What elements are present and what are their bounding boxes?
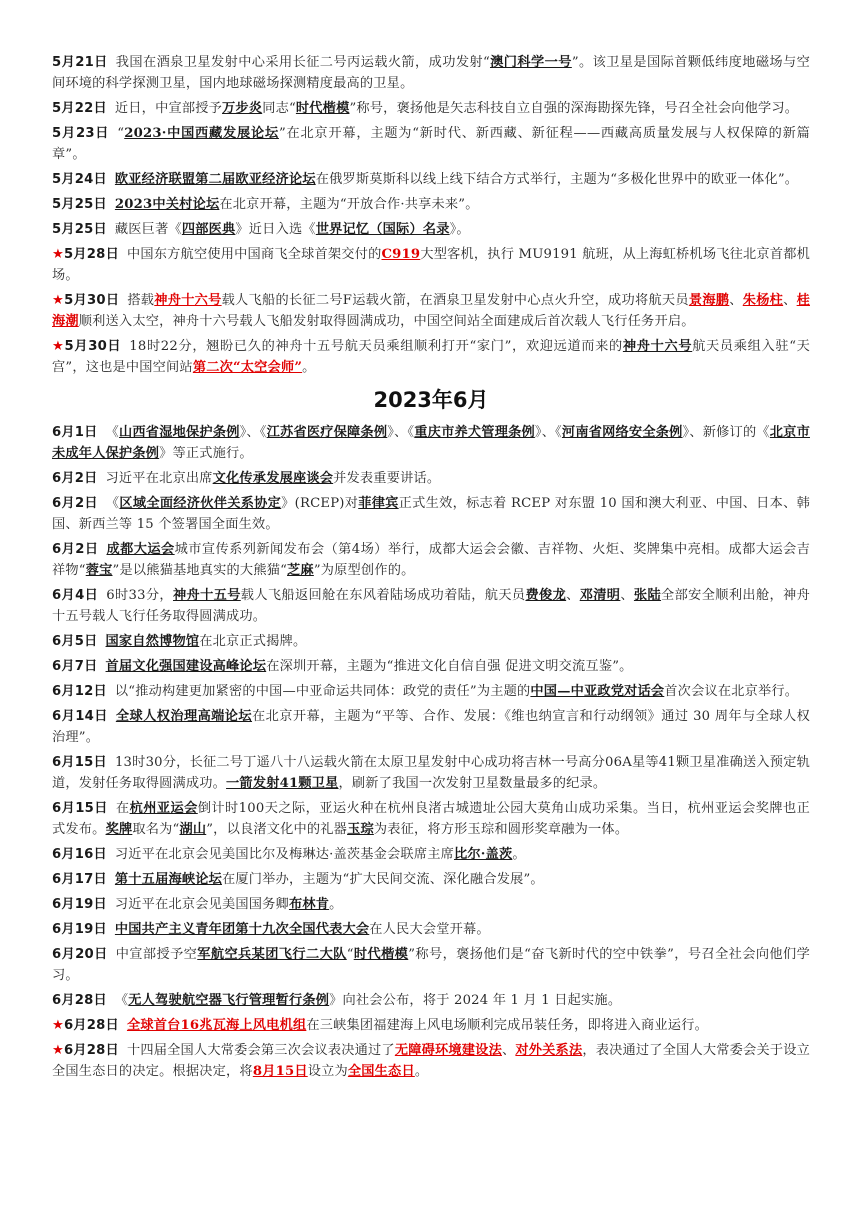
event-date: 5月23日 (52, 126, 110, 141)
june-2023-events (52, 422, 810, 1082)
event-text: 、 (729, 293, 743, 308)
keyword-text: 费俊龙 (525, 588, 567, 603)
event-text: 首次会议在北京举行。 (664, 684, 799, 699)
event-date: 5月25日 (52, 222, 107, 237)
keyword-text: 布林肯 (288, 897, 330, 912)
event-text: 。 (302, 360, 316, 375)
key-point-red-text: 神舟十六号 (154, 293, 222, 308)
event-text: 。 (329, 897, 343, 912)
event-text: 、 (620, 588, 634, 603)
keyword-text: 邓清明 (579, 588, 621, 603)
keyword-text: 军航空兵某团飞行二大队 (197, 947, 347, 962)
event-text: 习近平在北京会见美国比尔及梅琳达·盖茨基金会联席主席 (114, 847, 454, 862)
event-entry (52, 990, 810, 1011)
star-icon: ★ (52, 1043, 65, 1058)
month-heading-june: 2023年6月 (373, 388, 489, 412)
event-text: ，刷新了我国一次发射卫星数量最多的纪录。 (338, 776, 607, 791)
event-entry (52, 290, 810, 332)
event-text: 、 (783, 293, 797, 308)
key-point-red-text: 无障碍环境建设法 (394, 1043, 502, 1058)
event-text: 》。 (449, 222, 470, 237)
event-date: 5月21日 (52, 55, 108, 70)
keyword-text: 时代楷模 (353, 947, 409, 962)
event-date: 6月28日 (64, 1018, 119, 1033)
keyword-text: 世界记忆（国际）名录 (315, 222, 450, 237)
keyword-text: 杭州亚运会 (129, 801, 198, 816)
event-text: ”为原型创作的。 (313, 563, 415, 578)
keyword-text: 菲律宾 (358, 496, 399, 511)
event-text: 中宣部授予空 (115, 947, 198, 962)
event-entry (52, 539, 810, 581)
keyword-text: 蓉宝 (85, 563, 113, 578)
event-text: 》、《 (534, 425, 562, 440)
event-date: 6月2日 (52, 496, 98, 511)
event-entry (52, 123, 810, 165)
event-text: 在三峡集团福建海上风电场顺利完成吊装任务，即将进入商业运行。 (306, 1018, 708, 1033)
event-date: 5月30日 (64, 339, 122, 354)
event-date: 6月15日 (52, 801, 108, 816)
document-page (52, 52, 810, 1086)
event-text: 顺利送入太空，神舟十六号载人飞船发射取得圆满成功，中国空间站全面建成后首次载人飞行任务开启。 (78, 314, 695, 329)
event-text: “ (117, 126, 125, 141)
keyword-text: 时代楷模 (295, 101, 350, 116)
event-entry (52, 422, 810, 464)
event-text: ”，以良渚文化中的礼器 (206, 822, 348, 837)
event-text: 在厦门举办，主题为“扩大民间交流、深化融合发展”。 (222, 872, 544, 887)
event-date: 6月14日 (52, 709, 108, 724)
event-text: 载人飞船的长征二号F运载火箭，在酒泉卫星发射中心点火升空，成功将航天员 (221, 293, 689, 308)
event-text: 13时30分，长征二号丁遥八十八运载火箭在太原卫星发射中心成功将吉林一号高分06A星等41颗卫星准确送入预定轨道，发射任务取得圆满成功。 (52, 755, 810, 791)
event-text: 、 (566, 588, 580, 603)
keyword-text: 2023中关村论坛 (114, 197, 220, 212)
event-date: 5月28日 (64, 247, 119, 262)
event-text: 》、《 (239, 425, 267, 440)
may-2023-events (52, 52, 810, 378)
event-text: 在北京开幕，主题为“开放合作·共享未来”。 (219, 197, 479, 212)
event-text: “ (346, 947, 354, 962)
event-date: 6月1日 (52, 425, 98, 440)
keyword-text: 中国—中亚政党对话会 (530, 684, 665, 699)
event-date: 6月16日 (52, 847, 107, 862)
star-icon: ★ (52, 1018, 65, 1033)
event-date: 6月7日 (52, 659, 98, 674)
event-entry (52, 844, 810, 865)
event-text: 习近平在北京会见美国国务卿 (114, 897, 289, 912)
event-text: 》、新修订的《 (682, 425, 770, 440)
keyword-text: 江苏省医疗保障条例 (266, 425, 388, 440)
event-date: 6月28日 (52, 993, 107, 1008)
keyword-text: 张陆 (633, 588, 662, 603)
event-text: 为表征，将方形玉琮和圆形奖章融为一体。 (373, 822, 629, 837)
event-text: 》、《 (387, 425, 415, 440)
event-entry (52, 919, 810, 940)
event-date: 6月20日 (52, 947, 108, 962)
event-entry (52, 52, 810, 94)
event-entry (52, 798, 810, 840)
keyword-text: 奖牌 (105, 822, 133, 837)
event-entry (52, 244, 810, 286)
event-date: 6月17日 (52, 872, 107, 887)
event-text: 在人民大会堂开幕。 (369, 922, 490, 937)
event-text: ”称号，褒扬他们是“奋飞新时代的空中铁拳”，号召全社会向他们学习。 (52, 947, 810, 983)
event-text: 十四届全国人大常委会第三次会议表决通过了 (126, 1043, 395, 1058)
event-text: 18时22分，翘盼已久的神舟十五号航天员乘组顺利打开“家门”，欢迎远道而来的 (129, 339, 623, 354)
keyword-text: 芝麻 (287, 563, 314, 578)
event-entry (52, 706, 810, 748)
keyword-text: 北京市未成年人保护条例 (52, 425, 810, 461)
key-point-red-text: C919 (381, 247, 421, 262)
event-entry (52, 1015, 810, 1036)
event-text: 《 (114, 993, 129, 1008)
keyword-text: 第十五届海峡论坛 (114, 872, 223, 887)
keyword-text: 文化传承发展座谈会 (212, 471, 334, 486)
event-date: 6月15日 (52, 755, 107, 770)
key-point-red-text: 景海鹏 (688, 293, 730, 308)
event-entry (52, 336, 810, 378)
keyword-text: 河南省网络安全条例 (561, 425, 683, 440)
event-date: 6月28日 (64, 1043, 119, 1058)
keyword-text: 湖山 (179, 822, 207, 837)
event-entry (52, 1040, 810, 1082)
event-entry (52, 631, 810, 652)
event-text: 取名为“ (132, 822, 180, 837)
event-date: 5月30日 (64, 293, 120, 308)
event-text: 《 (105, 496, 120, 511)
keyword-text: 玉琮 (347, 822, 374, 837)
event-date: 6月19日 (52, 897, 107, 912)
event-date: 6月19日 (52, 922, 107, 937)
keyword-text: 澳门科学一号 (489, 55, 572, 70)
event-text: ”是以熊猫基地真实的大熊猫“ (112, 563, 288, 578)
event-text: 倒计时100天之际，亚运火种在杭州良渚古城遗址公园大莫角山成功采集。当日，杭州亚运会奖牌也正式发布。 (52, 801, 811, 837)
event-entry (52, 194, 810, 215)
event-text: 航天员乘组入驻“天宫”，这也是中国空间站 (52, 339, 810, 375)
event-date: 5月24日 (52, 172, 107, 187)
event-text: ”称号，褒扬他是矢志科技自立自强的深海勘探先锋，号召全社会向他学习。 (349, 101, 799, 116)
keyword-text: 区域全面经济伙伴关系协定 (119, 496, 282, 511)
event-text: 。 (414, 1064, 429, 1079)
event-text: 全部安全顺利出舱，神舟十五号载人飞行任务取得圆满成功。 (52, 588, 810, 624)
event-text: 》(RCEP)对 (281, 496, 359, 511)
keyword-text: 四部医典 (181, 222, 236, 237)
event-date: 6月12日 (52, 684, 107, 699)
key-point-red-text: 朱杨柱 (742, 293, 784, 308)
event-text: 在北京正式揭牌。 (199, 634, 307, 649)
keyword-text: 万步炎 (222, 101, 263, 116)
key-point-red-text: 全国生态日 (347, 1064, 415, 1079)
event-text: 6时33分， (106, 588, 173, 603)
keyword-text: 神舟十六号 (622, 339, 693, 354)
key-point-red-text: 8月15日 (252, 1064, 308, 1079)
key-point-red-text: 全球首台16兆瓦海上风电机组 (126, 1018, 307, 1033)
event-text: 藏医巨著《 (114, 222, 182, 237)
event-text: ”。该卫星是国际首颗低纬度地磁场与空间环境的科学探测卫星，国内地球磁场探测精度最高的卫星。 (52, 55, 811, 91)
event-date: 6月2日 (52, 471, 98, 486)
event-text: 、 (501, 1043, 516, 1058)
star-icon: ★ (52, 247, 65, 262)
star-icon: ★ (52, 293, 65, 308)
event-text: 。 (512, 847, 526, 862)
event-entry (52, 585, 810, 627)
keyword-text: 比尔·盖茨 (453, 847, 513, 862)
event-entry (52, 869, 810, 890)
event-text: 在北京开幕，主题为“平等、合作、发展：《维也纳宣言和行动纲领》通过 30 周年与全球人权治理”。 (52, 709, 811, 745)
event-date: 6月2日 (52, 542, 99, 557)
keyword-text: 一箭发射41颗卫星 (226, 776, 339, 791)
event-entry (52, 894, 810, 915)
event-entry (52, 656, 810, 677)
keyword-text: 欧亚经济联盟第二届欧亚经济论坛 (114, 172, 316, 187)
event-text: 》等正式施行。 (159, 446, 253, 461)
keyword-text: 神舟十五号 (172, 588, 241, 603)
keyword-text: 国家自然博物馆 (105, 634, 200, 649)
event-date: 5月22日 (52, 101, 107, 116)
event-entry (52, 98, 810, 119)
event-text: 大型客机，执行 MU9191 航班，从上海虹桥机场飞往北京首都机场。 (52, 247, 810, 283)
event-text: 我国在酒泉卫星发射中心采用长征二号丙运载火箭，成功发射“ (115, 55, 490, 70)
event-text: 在俄罗斯莫斯科以线上线下结合方式举行，主题为“多极化世界中的欧亚一体化”。 (315, 172, 799, 187)
key-point-red-text: 第二次“太空会师” (192, 360, 303, 375)
keyword-text: 全球人权治理高端论坛 (115, 709, 253, 724)
event-text: 在 (115, 801, 130, 816)
event-text: 》向社会公布，将于 2024 年 1 月 1 日起实施。 (329, 993, 622, 1008)
event-text: 搭载 (127, 293, 155, 308)
event-text: 《 (105, 425, 119, 440)
key-point-red-text: 对外关系法 (515, 1043, 583, 1058)
event-text: 》近日入选《 (235, 222, 316, 237)
keyword-text: 无人驾驶航空器飞行管理暂行条例 (128, 993, 330, 1008)
event-text: ”在北京开幕，主题为“新时代、新西藏、新征程——西藏高质量发展与人权保障的新篇章”。 (52, 126, 810, 162)
event-text: 在深圳开幕，主题为“推进文化自信自强 促进文明交流互鉴”。 (266, 659, 633, 674)
event-date: 6月4日 (52, 588, 99, 603)
keyword-text: 中国共产主义青年团第十九次全国代表大会 (114, 922, 370, 937)
keyword-text: 山西省湿地保护条例 (119, 425, 240, 440)
event-text: 并发表重要讲话。 (333, 471, 441, 486)
keyword-text: 首届文化强国建设高峰论坛 (105, 659, 267, 674)
event-text: 习近平在北京出席 (105, 471, 213, 486)
event-entry (52, 219, 810, 240)
keyword-text: 成都大运会 (106, 542, 175, 557)
star-icon: ★ (52, 339, 65, 354)
event-text: 近日，中宣部授予 (114, 101, 223, 116)
keyword-text: 重庆市养犬管理条例 (414, 425, 535, 440)
event-entry (52, 169, 810, 190)
event-text: 载人飞船返回舱在东风着陆场成功着陆，航天员 (240, 588, 526, 603)
event-entry (52, 468, 810, 489)
event-entry (52, 752, 810, 794)
event-date: 6月5日 (52, 634, 98, 649)
event-text: 中国东方航空使用中国商飞全球首架交付的 (126, 247, 382, 262)
event-text: 正式生效，标志着 RCEP 对东盟 10 国和澳大利亚、中国、日本、韩国、新西兰等 15 个签署国全面生效。 (52, 496, 810, 532)
keyword-text: 2023·中国西藏发展论坛 (124, 126, 279, 141)
key-point-red-text: 桂海潮 (52, 293, 810, 329)
event-text: ，表决通过了全国人大常委会关于设立全国生态日的决定。根据决定，将 (52, 1043, 811, 1079)
event-entry (52, 493, 810, 535)
event-text: 同志“ (262, 101, 296, 116)
event-date: 5月25日 (52, 197, 107, 212)
event-entry (52, 944, 810, 986)
event-text: 以“推动构建更加紧密的中国—中亚命运共同体：政党的责任”为主题的 (114, 684, 531, 699)
event-entry (52, 681, 810, 702)
event-text: 城市宣传系列新闻发布会（第4场）举行，成都大运会会徽、吉祥物、火炬、奖牌集中亮相。成都大运会吉祥物“ (52, 542, 811, 578)
event-text: 设立为 (307, 1064, 348, 1079)
